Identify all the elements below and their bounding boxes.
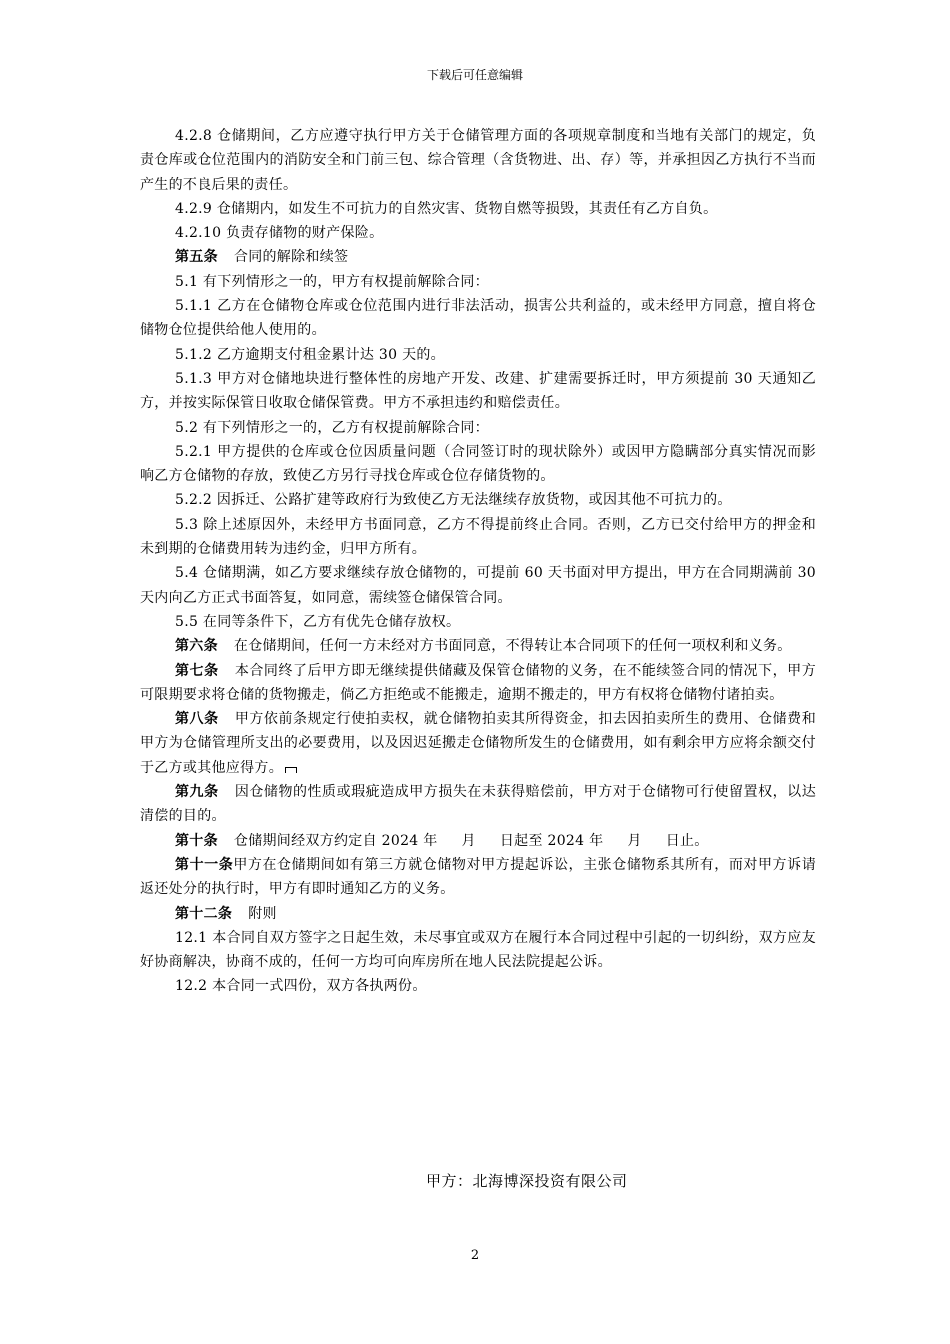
page-number: 2 bbox=[470, 1248, 480, 1263]
clause-5-2: 5.2 有下列情形之一的，乙方有权提前解除合同： bbox=[175, 419, 489, 436]
article-9 bbox=[140, 780, 816, 829]
clause-5-1: 5.1 有下列情形之一的，甲方有权提前解除合同： bbox=[175, 273, 489, 290]
article-12-title: 第十二条 bbox=[175, 905, 233, 922]
article-10 bbox=[140, 829, 816, 853]
article-5-text: 合同的解除和续签 bbox=[233, 249, 349, 266]
clause-5-3: 5.3 除上述原因外，未经甲方书面同意，乙方不得提前终止合同。否则，乙方已交付给甲方的押金和未到期的仓储费用转为违约金，归甲方所有。 bbox=[140, 516, 816, 558]
article-5-heading bbox=[140, 245, 816, 269]
clause-5-2-1: 5.2.1 甲方提供的仓库或仓位因质量问题（合同签订时的现状除外）或因甲方隐瞒部分真实情况而影响乙方仓储物的存放，致使乙方另行寻找仓库或仓位存储货物的。 bbox=[140, 443, 816, 485]
article-5-title: 第五条 bbox=[175, 249, 218, 266]
article-7 bbox=[140, 659, 816, 708]
clause-5-5: 5.5 在同等条件下，乙方有优先仓储存放权。 bbox=[175, 613, 461, 630]
article-12-heading bbox=[140, 902, 816, 926]
article-11-title: 第十一条 bbox=[175, 856, 234, 873]
party-a-signature: 甲方：北海博深投资有限公司 bbox=[426, 1172, 628, 1190]
clause-5-2-2: 5.2.2 因拆迁、公路扩建等政府行为致使乙方无法继续存放货物，或因其他不可抗力的。 bbox=[175, 492, 732, 509]
article-10-text-4: 月 bbox=[627, 832, 642, 849]
article-8-title: 第八条 bbox=[175, 711, 219, 728]
article-6-text: 在仓储期间，任何一方未经对方书面同意，不得转让本合同项下的任何一项权利和义务。 bbox=[233, 638, 792, 655]
article-10-text-5: 日止。 bbox=[665, 832, 709, 849]
article-10-text-2: 月 bbox=[461, 832, 476, 849]
article-8 bbox=[140, 707, 816, 780]
article-9-title: 第九条 bbox=[175, 784, 219, 801]
article-8-text: 甲方依前条规定行使拍卖权，就仓储物拍卖其所得资金，扣去因拍卖所生的费用、仓储费和甲方为仓储管理所支出的必要费用，以及因迟延搬走仓储物所发生的仓储费用，如有剩余甲方应将余额交付于乙方或其他应得方。 bbox=[140, 711, 816, 776]
paragraph-mark-icon bbox=[285, 767, 297, 773]
clause-5-1-2: 5.1.2 乙方逾期支付租金累计达 30 天的。 bbox=[175, 346, 445, 363]
clause-5-1-1: 5.1.1 乙方在仓储物仓库或仓位范围内进行非法活动，损害公共利益的，或未经甲方同意，擅自将仓储物仓位提供给他人使用的。 bbox=[140, 298, 816, 339]
clause-5-4: 5.4 仓储期满，如乙方要求继续存放仓储物的，可提前 60 天书面对甲方提出，甲方在合同期满前 30 天内向乙方正式书面答复，如同意，需续签仓储保管合同。 bbox=[140, 565, 816, 606]
article-11-text: 甲方在仓储期间如有第三方就仓储物对甲方提起诉讼，主张仓储物系其所有，而对甲方诉请返还处分的执行时，甲方有即时通知乙方的义务。 bbox=[140, 856, 817, 898]
article-6 bbox=[140, 634, 816, 658]
article-7-text: 本合同终了后甲方即无继续提供储藏及保管仓储物的义务，在不能续签合同的情况下，甲方可限期要求将仓储的货物搬走，倘乙方拒绝或不能搬走，逾期不搬走的，甲方有权将仓储物付诸拍卖。 bbox=[140, 662, 816, 703]
clause-12-1: 12.1 本合同自双方签字之日起生效，未尽事宜或双方在履行本合同过程中引起的一切纠纷，双方应友好协商解决，协商不成的，任何一方均可向库房所在地人民法院提起公诉。 bbox=[140, 929, 816, 971]
article-11 bbox=[140, 853, 816, 902]
article-6-title: 第六条 bbox=[175, 638, 218, 655]
clause-4-2-8: 4.2.8 仓储期间，乙方应遵守执行甲方关于仓储管理方面的各项规章制度和当地有关部门的规定，负责仓库或仓位范围内的消防安全和门前三包、综合管理（含货物进、出、存）等，并承担因乙方执行不当而产生的不良后果的责任。 bbox=[140, 128, 816, 193]
page-header: 下载后可任意编辑 bbox=[426, 68, 523, 82]
clause-12-2: 12.2 本合同一式四份，双方各执两份。 bbox=[175, 978, 427, 995]
contract-body bbox=[140, 124, 816, 999]
clause-4-2-9: 4.2.9 仓储期内，如发生不可抗力的自然灾害、货物自燃等损毁，其责任有乙方自负。 bbox=[175, 200, 718, 217]
article-10-text-1: 仓储期间经双方约定自 2024 年 bbox=[233, 832, 438, 849]
article-7-title: 第七条 bbox=[175, 662, 219, 679]
clause-4-2-10: 4.2.10 负责存储物的财产保险。 bbox=[175, 225, 384, 242]
clause-5-1-3: 5.1.3 甲方对仓储地块进行整体性的房地产开发、改建、扩建需要拆迁时，甲方须提前 30 天通知乙方，并按实际保管日收取仓储保管费。甲方不承担违约和赔偿责任。 bbox=[140, 370, 816, 412]
article-12-text: 附则 bbox=[248, 905, 277, 922]
article-9-text: 因仓储物的性质或瑕疵造成甲方损失在未获得赔偿前，甲方对于仓储物可行使留置权，以达清偿的目的。 bbox=[140, 784, 816, 825]
article-10-text-3: 日起至 2024 年 bbox=[499, 832, 604, 849]
article-10-title: 第十条 bbox=[175, 832, 218, 849]
